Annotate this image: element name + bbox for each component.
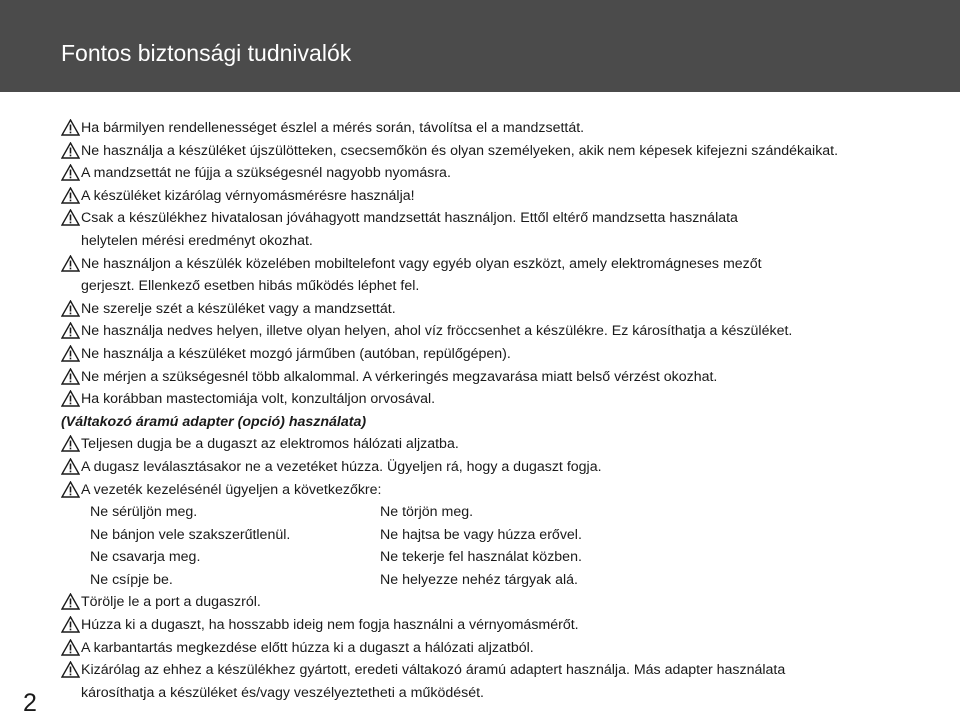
warning-item bbox=[61, 253, 941, 276]
cord-rule: Ne helyezze nehéz tárgyak alá. bbox=[380, 571, 578, 588]
warning-text: A dugasz leválasztásakor ne a vezetéket húzza. Ügyeljen rá, hogy a dugaszt fogja. bbox=[81, 458, 602, 475]
warning-item bbox=[61, 366, 941, 389]
warning-item-continuation bbox=[61, 682, 941, 705]
warning-text: Ha korábban mastectomiája volt, konzultáljon orvosával. bbox=[81, 391, 436, 408]
header-bar bbox=[0, 0, 960, 92]
warning-item bbox=[61, 637, 941, 660]
warning-triangle-icon bbox=[61, 616, 80, 633]
warning-text: A mandzsettát ne fújja a szükségesnél nagyobb nyomásra. bbox=[81, 165, 451, 182]
cord-rule: Ne csavarja meg. bbox=[90, 549, 201, 566]
cord-rule-row bbox=[61, 524, 941, 547]
warning-triangle-icon bbox=[61, 119, 80, 136]
page-title: Fontos biztonsági tudnivalók bbox=[61, 40, 352, 66]
cord-rule: Ne csípje be. bbox=[90, 571, 173, 588]
warning-text: Teljesen dugja be a dugaszt az elektromos hálózati aljzatba. bbox=[81, 436, 459, 453]
warning-item bbox=[61, 162, 941, 185]
warning-triangle-icon bbox=[61, 368, 80, 385]
warning-triangle-icon bbox=[61, 345, 80, 362]
adapter-heading: (Váltakozó áramú adapter (opció) használata) bbox=[61, 413, 367, 430]
warning-text: helytelen mérési eredményt okozhat. bbox=[81, 232, 313, 249]
warning-triangle-icon bbox=[61, 390, 80, 407]
warning-triangle-icon bbox=[61, 187, 80, 204]
warning-item bbox=[61, 207, 941, 230]
warning-text: Ne használjon a készülék közelében mobiltelefont vagy egyéb olyan eszközt, amely elektromágneses mezőt bbox=[81, 255, 762, 272]
warning-triangle-icon bbox=[61, 164, 80, 181]
warning-item bbox=[61, 320, 941, 343]
warning-item bbox=[61, 659, 941, 682]
safety-notes bbox=[61, 117, 941, 704]
warning-triangle-icon bbox=[61, 481, 80, 498]
warning-item bbox=[61, 343, 941, 366]
warning-text: Ne használja nedves helyen, illetve olyan helyen, ahol víz fröccsenhet a készülékre. Ez károsíthatja a készüléket. bbox=[81, 323, 793, 340]
warning-triangle-icon bbox=[61, 300, 80, 317]
warning-text: gerjeszt. Ellenkező esetben hibás működés léphet fel. bbox=[81, 278, 420, 295]
warning-item bbox=[61, 479, 941, 502]
cord-rule-row bbox=[61, 501, 941, 524]
warning-item bbox=[61, 433, 941, 456]
warning-item-continuation bbox=[61, 230, 941, 253]
cord-rule: Ne hajtsa be vagy húzza erővel. bbox=[380, 526, 582, 543]
warning-text: Ne használja a készüléket újszülötteken, csecsemőkön és olyan személyeken, akik nem képesek kifejezni szándékaikat. bbox=[81, 142, 839, 159]
warning-text: Csak a készülékhez hivatalosan jóváhagyott mandzsettát használjon. Ettől eltérő mandzsetta használata bbox=[81, 210, 738, 227]
warning-item bbox=[61, 140, 941, 163]
warning-triangle-icon bbox=[61, 458, 80, 475]
warning-triangle-icon bbox=[61, 209, 80, 226]
warning-text: Ha bármilyen rendellenességet észlel a mérés során, távolítsa el a mandzsettát. bbox=[81, 120, 585, 136]
warning-text: Kizárólag az ehhez a készülékhez gyártott, eredeti váltakozó áramú adaptert használja. Más adapter használata bbox=[81, 662, 786, 679]
warning-text: károsíthatja a készüléket és/vagy veszélyeztetheti a működését. bbox=[81, 684, 484, 701]
warning-triangle-icon bbox=[61, 322, 80, 339]
warning-item bbox=[61, 591, 941, 614]
cord-rule: Ne tekerje fel használat közben. bbox=[380, 549, 582, 566]
cord-rule: Ne törjön meg. bbox=[380, 504, 474, 521]
warning-item bbox=[61, 456, 941, 479]
warning-item bbox=[61, 117, 941, 140]
warning-item-continuation bbox=[61, 275, 941, 298]
warning-triangle-icon bbox=[61, 639, 80, 656]
cord-rule-row bbox=[61, 569, 941, 592]
warning-text: Ne használja a készüléket mozgó járműben (autóban, repülőgépen). bbox=[81, 345, 511, 362]
warning-text: Törölje le a port a dugaszról. bbox=[81, 594, 261, 611]
warning-triangle-icon bbox=[61, 435, 80, 452]
warning-item bbox=[61, 388, 941, 411]
cord-rule: Ne bánjon vele szakszerűtlenül. bbox=[90, 526, 291, 543]
adapter-section bbox=[61, 411, 941, 434]
warning-text: Ne szerelje szét a készüléket vagy a mandzsettát. bbox=[81, 300, 396, 317]
cord-rule: Ne sérüljön meg. bbox=[90, 504, 198, 521]
warning-text: A vezeték kezelésénél ügyeljen a következőkre: bbox=[81, 481, 382, 498]
warning-text: Ne mérjen a szükségesnél több alkalommal. A vérkeringés megzavarása miatt belső vérzést okozhat. bbox=[81, 368, 718, 385]
warning-item bbox=[61, 614, 941, 637]
warning-item bbox=[61, 298, 941, 321]
warning-text: Húzza ki a dugaszt, ha hosszabb ideig nem fogja használni a vérnyomásmérőt. bbox=[81, 617, 579, 634]
warning-text: A karbantartás megkezdése előtt húzza ki a dugaszt a hálózati aljzatból. bbox=[81, 639, 534, 656]
warning-text: A készüléket kizárólag vérnyomásmérésre használja! bbox=[81, 187, 415, 204]
warning-triangle-icon bbox=[61, 142, 80, 159]
warning-item bbox=[61, 185, 941, 208]
warning-triangle-icon bbox=[61, 661, 80, 678]
warning-triangle-icon bbox=[61, 593, 80, 610]
page-number: 2 bbox=[23, 689, 37, 717]
cord-rule-row bbox=[61, 546, 941, 569]
warning-triangle-icon bbox=[61, 255, 80, 272]
